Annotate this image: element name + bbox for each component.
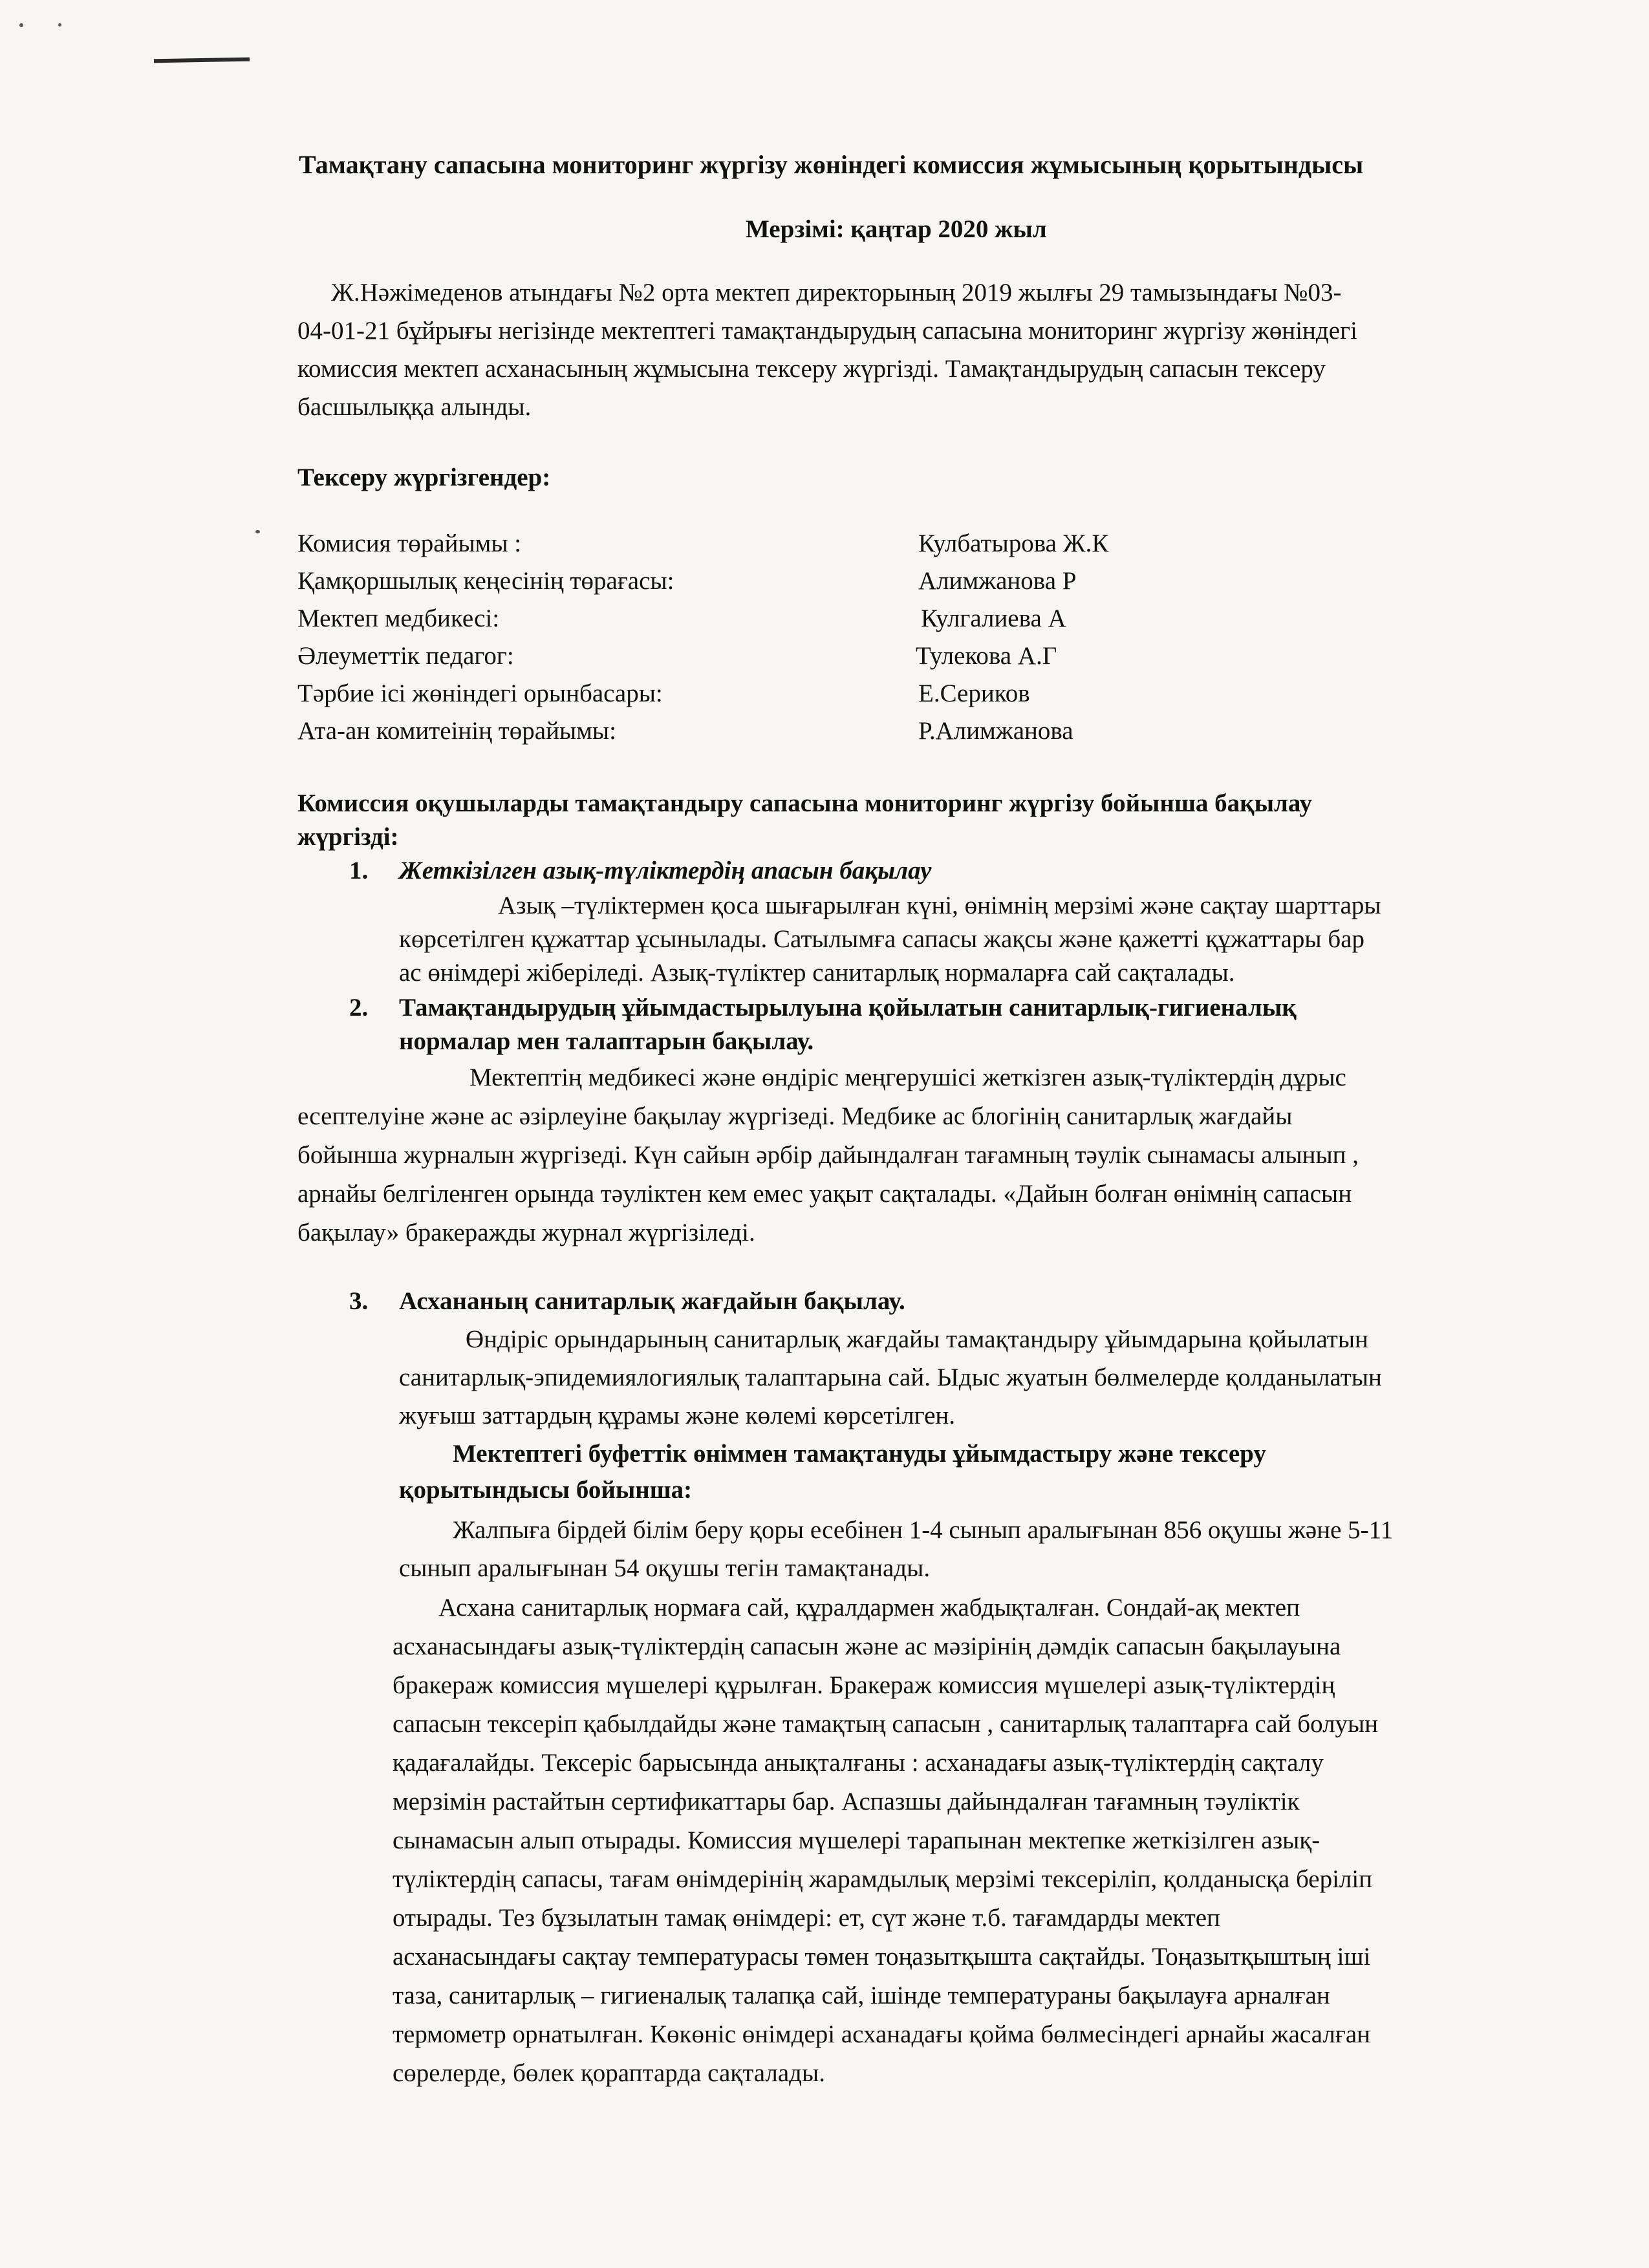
canteen-line: термометр орнатылған. Көкөніс өнімдері асханадағы қойма бөлмесіндегі арнайы жасалған <box>393 2020 1371 2048</box>
canteen-line: түліктердің сапасы, тағам өнімдерінің жарамдылық мерзімі тексеріліп, қолданысқа беріліп <box>393 1865 1373 1893</box>
inspector-name: Р.Алимжанова <box>918 717 1073 745</box>
inspector-name: Кулгалиева А <box>921 604 1066 632</box>
canteen-line: асханасындағы азық-түліктердің сапасын және ас мәзірінің дәмдік сапасын бақылауына <box>393 1632 1341 1660</box>
canteen-line: таза, санитарлық – гигиеналық талапқа сай, ішінде температураны бақылауға арналған <box>393 1982 1330 2009</box>
section-number: 2. <box>349 994 369 1022</box>
free-meals-line: сынып аралығынан 54 оқушы тегін тамақтанады. <box>399 1554 931 1582</box>
buffet-heading: қорытындысы бойынша: <box>399 1476 693 1504</box>
canteen-line: қадағалайды. Тексеріс барысында анықталғаны : асханадағы азық-түліктердің сақталу <box>393 1749 1324 1777</box>
canteen-line: сөрелерде, бөлек қораптарда сақталады. <box>393 2059 825 2087</box>
section-line: санитарлық-эпидемиялогиялық талаптарына сай. Ыдыс жуатын бөлмелерде қолданылатын <box>399 1364 1382 1391</box>
inspector-role: Әлеуметтік педагог: <box>297 642 514 670</box>
inspector-role: Ата-ан комитеінің төрайымы: <box>297 717 616 745</box>
inspector-name: Алимжанова Р <box>918 567 1077 595</box>
section-line: есептелуіне және ас әзірлеуіне бақылау жүргізеді. Медбике ас блогінің санитарлық жағдайы <box>297 1102 1293 1130</box>
inspector-name: Е.Сериков <box>918 679 1030 707</box>
section-heading: Асхананың санитарлық жағдайын бақылау. <box>399 1287 905 1315</box>
section-number: 3. <box>349 1287 369 1315</box>
canteen-line: отырады. Тез бұзылатын тамақ өнімдері: ет, сүт және т.б. тағамдарды мектеп <box>393 1904 1220 1932</box>
document-title: Тамақтану сапасына мониторинг жүргізу жөніндегі комиссия жұмысының қорытындысы <box>299 150 1364 179</box>
commission-heading: жүргізді: <box>297 823 399 851</box>
section-heading: нормалар мен талаптарын бақылау. <box>399 1027 814 1055</box>
canteen-line: бракераж комиссия мүшелері құрылған. Бракераж комиссия мүшелері азық-түліктердің <box>393 1671 1335 1699</box>
date-line: Мерзімі: қаңтар 2020 жыл <box>746 215 1047 243</box>
inspector-role: Мектеп медбикесі: <box>297 604 500 632</box>
buffet-heading: Мектептегі буфеттік өніммен тамақтануды ұйымдастыру және тексеру <box>453 1440 1266 1468</box>
section-heading: Тамақтандырудың ұйымдастырылуына қойылатын санитарлық-гигиеналық <box>399 994 1297 1022</box>
canteen-line: сапасын тексеріп қабылдайды және тамақтың сапасын , санитарлық талаптарға сай болуын <box>393 1710 1379 1738</box>
intro-line: 04-01-21 бұйрығы негізінде мектептегі тамақтандырудың сапасына мониторинг жүргізу жөніндегі <box>297 317 1357 345</box>
section-line: ас өнімдері жіберіледі. Азық-түліктер санитарлық нормаларға сай сақталады. <box>399 959 1235 987</box>
canteen-line: мерзімін растайтын сертификаттары бар. Аспазшы дайындалған тағамның тәуліктік <box>393 1788 1300 1815</box>
inspectors-heading: Тексеру жүргізгендер: <box>297 464 551 491</box>
intro-line: комиссия мектеп асханасының жұмысына тексеру жүргізді. Тамақтандырудың сапасын тексеру <box>297 355 1326 383</box>
inspector-name: Кулбатырова Ж.К <box>918 530 1109 557</box>
inspector-name: Тулекова А.Г <box>916 642 1057 670</box>
inspector-role: Комисия төрайымы : <box>297 530 522 557</box>
canteen-line: асханасындағы сақтау температурасы төмен тоңазытқышта сақтайды. Тоңазытқыштың іші <box>393 1943 1371 1971</box>
section-number: 1. <box>349 857 369 884</box>
intro-line: Ж.Нәжімеденов атындағы №2 орта мектеп директорының 2019 жылғы 29 тамызындағы №03- <box>331 279 1342 306</box>
scan-speck <box>255 530 260 533</box>
intro-line: басшылыққа алынды. <box>297 393 532 421</box>
section-line: арнайы белгіленген орында тәуліктен кем емес уақыт сақталады. «Дайын болған өнімнің сапасын <box>297 1180 1352 1208</box>
free-meals-line: Жалпыға бірдей білім беру қоры есебінен 1-4 сынып аралығынан 856 оқушы және 5-11 <box>453 1516 1394 1544</box>
section-line: бақылау» бракеражды журнал жүргізіледі. <box>297 1219 755 1246</box>
inspector-role: Тәрбие ісі жөніндегі орынбасары: <box>297 679 663 707</box>
scan-speck <box>19 23 23 27</box>
scan-speck <box>58 23 61 27</box>
section-line: Азық –түліктермен қоса шығарылған күні, өнімнің мерзімі және сақтау шарттары <box>498 892 1381 919</box>
inspector-role: Қамқоршылық кеңесінің төрағасы: <box>297 567 674 595</box>
section-line: көрсетілген құжаттар ұсынылады. Сатылымға сапасы жақсы және қажетті құжаттары бар <box>399 925 1365 953</box>
scan-mark <box>154 58 250 63</box>
section-line: бойынша журналын жүргізеді. Күн сайын әрбір дайындалған тағамның тәулік сынамасы алынып , <box>297 1141 1359 1169</box>
commission-heading: Комиссия оқушыларды тамақтандыру сапасына мониторинг жүргізу бойынша бақылау <box>297 789 1312 817</box>
section-line: Өндіріс орындарының санитарлық жағдайы тамақтандыру ұйымдарына қойылатын <box>466 1325 1368 1353</box>
canteen-line: Асхана санитарлық нормаға сай, құралдармен жабдықталған. Сондай-ақ мектеп <box>438 1594 1300 1621</box>
canteen-line: сынамасын алып отырады. Комиссия мүшелері тарапынан мектепке жеткізілген азық- <box>393 1826 1320 1854</box>
section-line: Мектептің медбикесі және өндіріс меңгерушісі жеткізген азық-түліктердің дұрыс <box>469 1064 1346 1091</box>
section-heading: Жеткізілген азық-түліктердің апасын бақылау <box>399 857 932 884</box>
section-line: жуғыш заттардың құрамы және көлемі көрсетілген. <box>399 1402 956 1429</box>
